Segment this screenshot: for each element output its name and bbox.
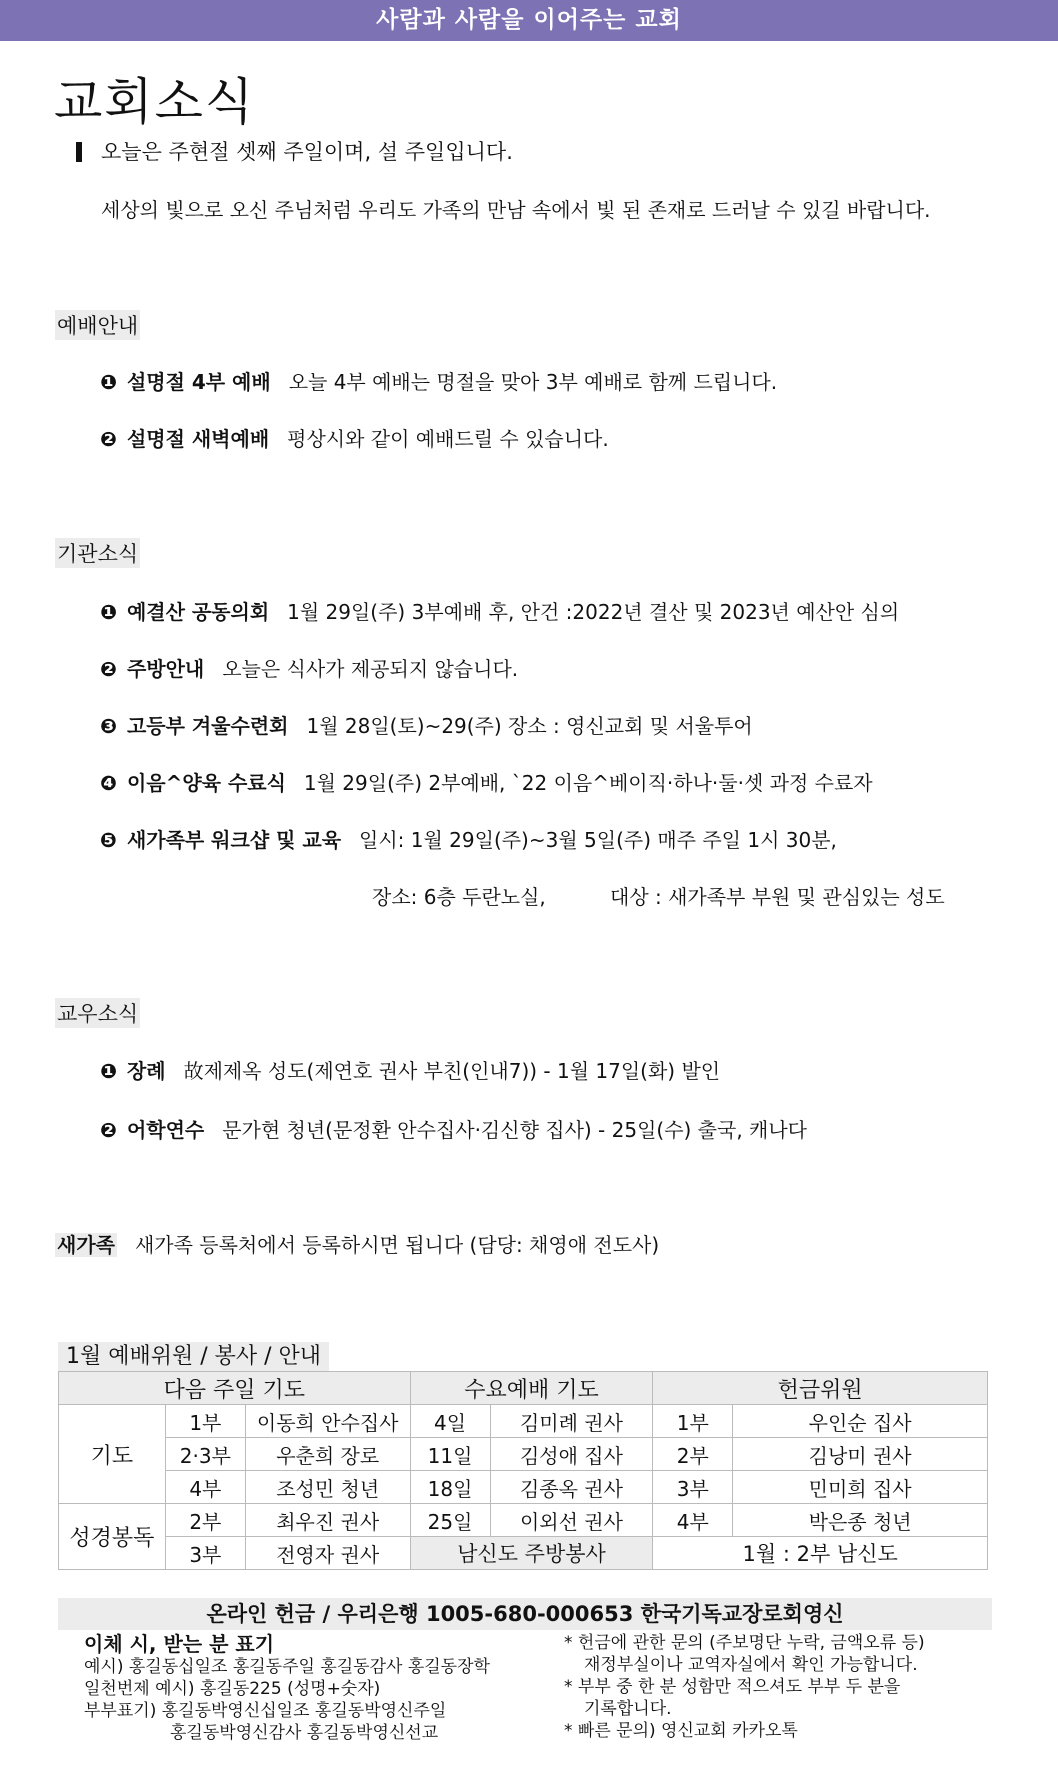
item-label: 어학연수 [126,1118,205,1142]
item-number: ❹ [100,771,117,795]
table-cell: 4부 [165,1471,245,1504]
offering-info-line: * 빠른 문의) 영신교회 카카오톡 [564,1721,798,1741]
item-number: ❷ [100,1118,117,1142]
table-row [59,1504,988,1537]
schedule-title: 1월 예배위원 / 봉사 / 안내 [58,1342,329,1372]
offering-info-line: * 부부 중 한 분 성함만 적으셔도 부부 두 분을 [564,1677,901,1697]
item-label: 설명절 새벽예배 [126,427,270,451]
table-cell: 3부 [165,1537,245,1570]
item-label: 예결산 공동의회 [126,600,270,624]
item-label: 고등부 겨울수련회 [126,714,289,738]
table-cell: 김미례 권사 [490,1405,653,1438]
item-text: 1월 28일(토)~29(주) 장소 : 영신교회 및 서울투어 [306,714,753,738]
org-item [100,653,518,682]
table-cell: 이외선 권사 [490,1504,653,1537]
item-label: 장례 [126,1059,166,1083]
table-row [59,1471,988,1504]
item-number: ❶ [100,600,117,624]
table-cell: 2부 [653,1438,733,1471]
table-cell: 민미희 집사 [733,1471,988,1504]
item-text: 1월 29일(주) 3부예배 후, 안건 :2022년 결산 및 2023년 예산안 심의 [287,600,900,624]
intro-main: 오늘은 주현절 셋째 주일이며, 설 주일입니다. [101,140,513,164]
table-cell: 2·3부 [165,1438,245,1471]
offering-left-notes [84,1632,564,1744]
org-item [100,767,873,796]
offering-note-line: 예시) 홍길동십일조 홍길동주일 홍길동감사 홍길동장학 [84,1657,490,1677]
table-cell: 이동희 안수집사 [245,1405,410,1438]
org-item [100,710,753,739]
table-row [59,1405,988,1438]
worship-item [100,366,777,395]
offering-right-notes [564,1632,1004,1742]
table-cell: 1부 [653,1405,733,1438]
workshop-target: 대상 : 새가족부 부원 및 관심있는 성도 [610,885,945,909]
table-row [59,1438,988,1471]
header-banner: 사람과 사람을 이어주는 교회 [0,0,1058,41]
kitchen-service: 남신도 주방봉사 [410,1537,653,1570]
page-title: 교회소식 [54,73,256,131]
new-family [55,1229,659,1258]
bullet-bar [76,142,82,162]
offering-info-line: * 헌금에 관한 문의 (주보명단 누락, 금액오류 등) [564,1633,925,1653]
table-row [59,1537,988,1570]
table-cell: 우춘희 장로 [245,1438,410,1471]
item-number: ❷ [100,657,117,681]
group-prayer: 기도 [59,1405,166,1504]
table-cell: 전영자 권사 [245,1537,410,1570]
table-cell: 김성애 집사 [490,1438,653,1471]
item-text: 평상시와 같이 예배드릴 수 있습니다. [287,427,609,451]
table-cell: 조성민 청년 [245,1471,410,1504]
table-cell: 최우진 권사 [245,1504,410,1537]
table-cell: 11일 [410,1438,490,1471]
offering-note-line: 일천번제 예시) 홍길동225 (성명+숫자) [84,1679,381,1699]
item-text: 1월 29일(주) 2부예배, `22 이음^베이직·하나·둘·셋 과정 수료자 [303,771,873,795]
table-cell: 18일 [410,1471,490,1504]
table-cell: 4일 [410,1405,490,1438]
item-number: ❶ [100,1059,117,1083]
schedule-table [58,1371,988,1570]
item-text: 오늘 4부 예배는 명절을 맞아 3부 예배로 함께 드립니다. [288,370,778,394]
item-text: 오늘은 식사가 제공되지 않습니다. [222,657,519,681]
table-cell: 1부 [165,1405,245,1438]
table-header-row [59,1372,988,1405]
offering-info-line: 재정부실이나 교역자실에서 확인 가능합니다. [584,1655,918,1675]
offering-note-line: 홍길동박영신감사 홍길동박영신선교 [170,1723,439,1743]
table-cell: 4부 [653,1504,733,1537]
item-text: 일시: 1월 29일(주)~3월 5일(주) 매주 주일 1시 30분, [359,828,837,852]
item-number: ❶ [100,370,117,394]
table-cell: 우인순 집사 [733,1405,988,1438]
item-number: ❺ [100,828,117,852]
item-label: 설명절 4부 예배 [126,370,271,394]
item-number: ❷ [100,427,117,451]
members-item [100,1055,720,1084]
table-cell: 2부 [165,1504,245,1537]
offering-note-title: 이체 시, 받는 분 표기 [84,1632,275,1656]
section-new-family: 새가족 [57,1233,115,1257]
table-cell: 3부 [653,1471,733,1504]
table-cell: 박은종 청년 [733,1504,988,1537]
item-text: 문가현 청년(문정환 안수집사·김신향 집사) - 25일(수) 출국, 캐나다 [222,1118,807,1142]
item-label: 주방안내 [126,657,205,681]
section-org: 기관소식 [55,538,140,568]
members-item [100,1114,807,1143]
worship-item [100,423,609,452]
table-cell: 김낭미 권사 [733,1438,988,1471]
org-item [100,596,899,625]
item-text: 故제제옥 성도(제연호 권사 부친(인내7)) - 1월 17일(화) 발인 [183,1059,721,1083]
group-scripture: 성경봉독 [59,1504,166,1570]
offering-info-line: 기록합니다. [584,1699,672,1719]
online-offering-header: 온라인 헌금 / 우리은행 1005-680-000653 한국기독교장로회영신 [58,1598,992,1630]
new-family-text: 새가족 등록처에서 등록하시면 됩니다 (담당: 채영애 전도사) [134,1233,660,1257]
offering-note: 1월 : 2부 남신도 [653,1537,988,1570]
org-item [100,824,837,853]
section-members: 교우소식 [55,998,140,1028]
workshop-place: 장소: 6층 두란노실, [372,885,546,909]
item-number: ❸ [100,714,117,738]
column-header: 수요예배 기도 [410,1372,653,1405]
column-header: 다음 주일 기도 [59,1372,411,1405]
offering-note-line: 부부표기) 홍길동박영신십일조 홍길동박영신주일 [84,1701,447,1721]
table-cell: 김종옥 권사 [490,1471,653,1504]
section-worship: 예배안내 [55,310,140,340]
item-label: 이음^양육 수료식 [126,771,286,795]
intro-sub: 세상의 빛으로 오신 주님처럼 우리도 가족의 만남 속에서 빛 된 존재로 드러날 수 있길 바랍니다. [101,198,931,222]
item-label: 새가족부 워크샵 및 교육 [126,828,342,852]
column-header: 헌금위원 [653,1372,988,1405]
table-cell: 25일 [410,1504,490,1537]
